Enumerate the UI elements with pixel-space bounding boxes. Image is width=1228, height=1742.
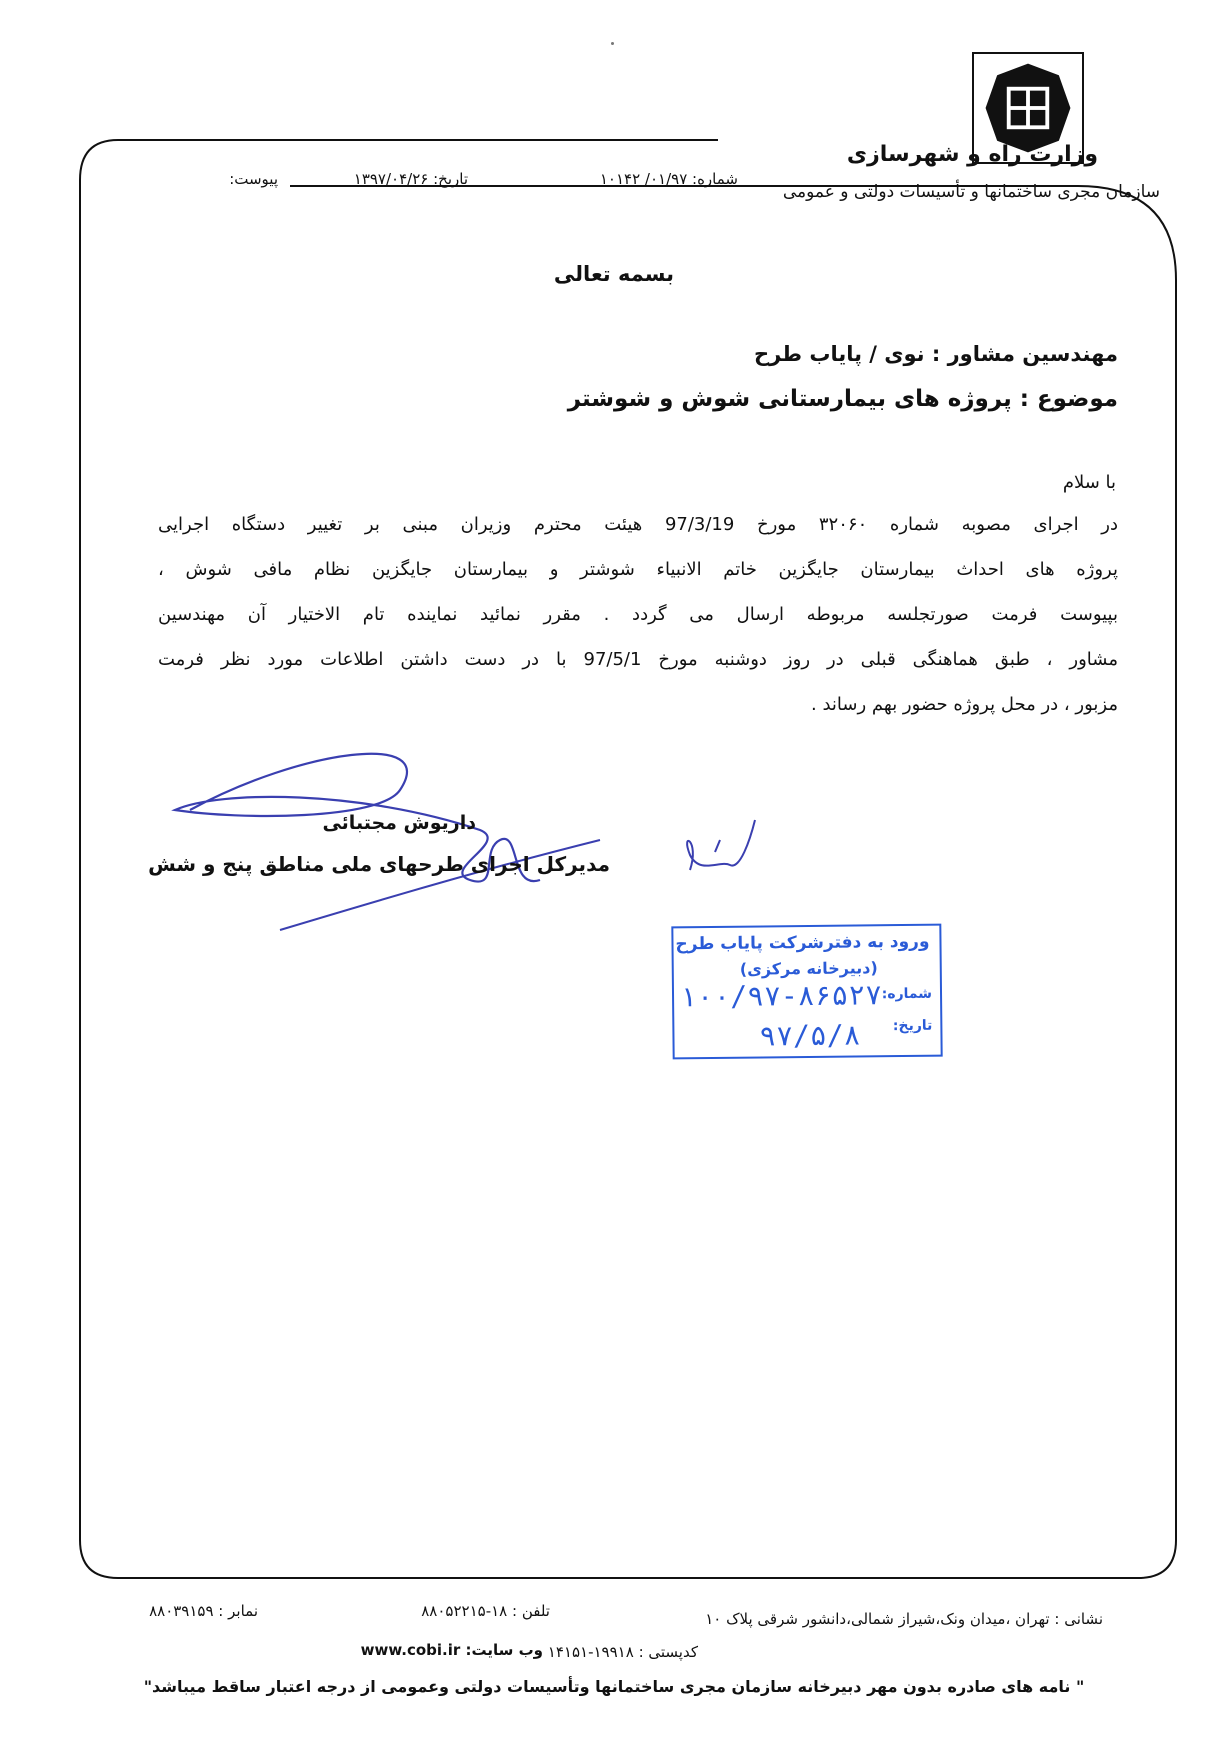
signatory-name: داریوش مجتبائی	[322, 812, 476, 834]
letter-heading: بسمه تعالی	[553, 262, 675, 286]
footer-postal-code: کدپستی : ۱۹۹۱۸-۱۴۱۵۱	[547, 1643, 698, 1661]
stamp-number-label: شماره:	[881, 985, 933, 1003]
stamp-title: ورود به دفترشرکت پایاب طرح	[675, 931, 930, 955]
letter-recipient: مهندسین مشاور : نوی / پایاب طرح	[754, 342, 1118, 366]
organization-name: سازمان مجری ساختمانها و تأسیسات دولتی و عمومی	[782, 182, 1160, 202]
letter-date: تاریخ: ۱۳۹۷/۰۴/۲۶	[353, 170, 468, 188]
footer-website: وب سایت: www.cobi.ir	[360, 1641, 543, 1659]
body-line: بپیوست فرمت صورتجلسه مربوطه ارسال می گردد . مقرر نمائید نماینده تام الاختیار آن مهندسین	[158, 604, 1118, 625]
handwritten-initial	[670, 800, 770, 890]
letter-number: شماره: ۰۱/۹۷/ ۱۰۱۴۲	[599, 170, 738, 188]
footer-disclaimer: " نامه های صادره بدون مهر دبیرخانه سازمان مجری ساختمانها وتأسیسات دولتی وعمومی از درجه اعتبار ساقط میباشد"	[143, 1677, 1085, 1696]
letter-attachment: پیوست:	[229, 170, 278, 188]
stamp-number: ۱۰۰/۹۷-۸۶۵۲۷	[679, 978, 883, 1014]
body-line: مشاور ، طبق هماهنگی قبلی در روز دوشنبه مورخ 97/5/1 با در دست داشتن اطلاعات مورد نظر فرمت	[158, 649, 1118, 670]
letter-subject: موضوع : پروژه های بیمارستانی شوش و شوشتر	[567, 386, 1118, 412]
stamp-date: ۹۷/۵/۸	[759, 1018, 861, 1053]
stamp-subtitle: (دبیرخانه مرکزی)	[739, 958, 878, 979]
letter-body	[158, 502, 1118, 727]
body-line: پروژه های احداث بیمارستان جایگزین خاتم الانبیاء شوشتر و بیمارستان جایگزین نظام مافی شوش ،	[158, 559, 1118, 580]
signatory-title: مدیرکل اجرای طرحهای ملی مناطق پنج و شش	[148, 852, 610, 876]
ministry-name: وزارت راه و شهرسازی	[846, 142, 1098, 167]
footer-phone: تلفن : ۱۸-۸۸۰۵۲۲۱۵	[421, 1602, 550, 1620]
stamp-date-label: تاریخ:	[892, 1017, 933, 1035]
handwritten-signature	[180, 730, 630, 950]
footer-fax: نمابر : ۸۸۰۳۹۱۵۹	[149, 1602, 258, 1620]
footer-address: نشانی : تهران ،میدان ونک،شیراز شمالی،دانشور شرقی پلاک ۱۰	[705, 1610, 1103, 1628]
receipt-stamp	[671, 924, 942, 1060]
body-line: مزبور ، در محل پروژه حضور بهم رساند .	[811, 694, 1118, 715]
letter-greeting: با سلام	[1062, 472, 1116, 493]
body-line: در اجرای مصوبه شماره ۳۲۰۶۰ مورخ 97/3/19 هیئت محترم وزیران مبنی بر تغییر دستگاه اجرایی	[158, 514, 1118, 535]
scan-speck	[611, 42, 614, 45]
